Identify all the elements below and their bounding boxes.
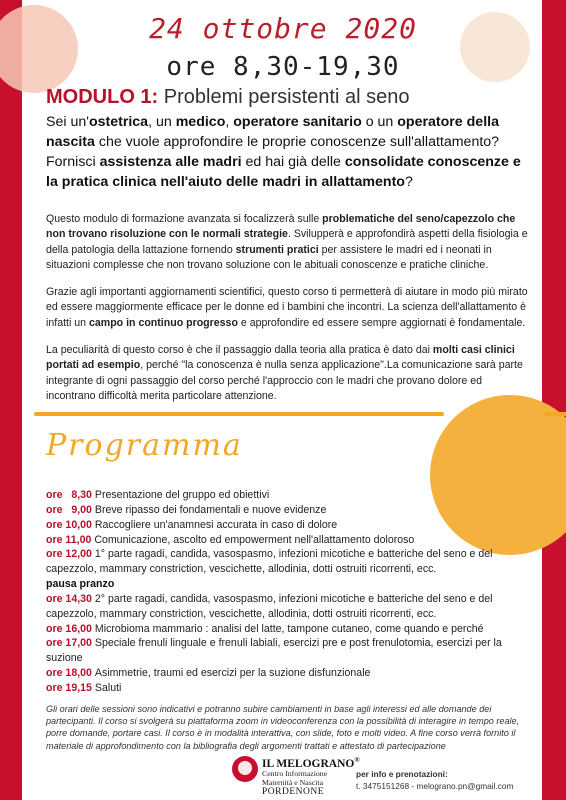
logo-city: PORDENONE [262, 787, 325, 797]
melograno-logo [232, 756, 360, 797]
module-title: Problemi persistenti al seno [163, 86, 410, 108]
schedule-item [46, 622, 526, 637]
schedule-text: Presentazione del gruppo ed obiettivi [94, 489, 270, 501]
paragraph-run: , perché "la conoscenza è nulla senza applicazione".La comunicazione sarà parte integrante di ogni passaggio del corso perché l'approccio con le madri che provano dolore ed incontrano difficoltà merita particolare attenzione. [46, 359, 523, 402]
paragraph-run: La peculiarità di questo corso è che il passaggio dalla teoria alla pratica è dato dai [46, 344, 433, 357]
schedule-time: ore 9,00 [46, 503, 95, 516]
paragraph-run: molti casi clinici portati ad esempio [46, 344, 515, 372]
schedule-text: Comunicazione, ascolto ed empowerment nell'allattamento doloroso [94, 533, 415, 546]
intro-text [46, 112, 532, 192]
schedule-time: ore 8,30 [46, 489, 95, 501]
schedule-time: ore 16,00 [46, 622, 95, 635]
schedule-text: Breve ripasso dei fondamentali e nuove evidenze [94, 503, 327, 516]
logo-name: IL MELOGRANO® [262, 756, 360, 770]
description-paragraphs [46, 212, 532, 416]
pomegranate-icon [232, 756, 258, 782]
intro-run: ? [404, 174, 413, 190]
paragraph-run: e approfondire ed essere sempre aggiornati è fondamentale. [237, 316, 526, 329]
schedule-item [46, 533, 526, 548]
event-date: 24 ottobre 2020 [149, 12, 417, 45]
schedule-list [46, 488, 526, 696]
intro-run: operatore della nascita [46, 114, 499, 150]
paragraph-run: Grazie agli importanti aggiornamenti scientifici, questo corso ti permetterà di aiutare in modo più mirato ed essere maggiormente efficace per le donne ed i bambini che incontri. La scienza dell'allattamento è infatti un [46, 286, 528, 329]
contact-info [356, 768, 513, 792]
intro-run: , [225, 114, 234, 130]
description-paragraph [46, 212, 532, 273]
schedule-time: ore 19,15 [46, 681, 95, 694]
schedule-item [46, 681, 526, 696]
schedule-text: Saluti [94, 681, 122, 694]
paragraph-run: strumenti pratici [235, 243, 319, 256]
event-time: ore 8,30-19,30 [166, 52, 400, 82]
intro-run: assistenza alle madri [99, 154, 242, 170]
schedule-time: ore 10,00 [46, 518, 95, 531]
intro-run: ed hai già delle [241, 154, 345, 170]
schedule-item [46, 592, 526, 622]
schedule-text: Speciale frenuli linguale e frenuli labiali, esercizi pre e post frenulotomia, esercizi per la suzione [46, 637, 502, 665]
schedule-item [46, 488, 526, 503]
schedule-text: Microbioma mammario : analisi del latte, tampone cutaneo, come quando e perché [94, 622, 484, 635]
section-divider-right [545, 412, 566, 416]
break-label: pausa pranzo [46, 578, 115, 591]
schedule-text: 1° parte ragadi, candida, vasospasmo, infezioni micotiche e batteriche del seno e del capezzolo, mammary constriction, vescichette, allodinia, dotti ostruiti ricorrenti, ecc. [46, 548, 493, 576]
intro-run: ostetrica [88, 114, 149, 130]
schedule-text: 2° parte ragadi, candida, vasospasmo, infezioni micotiche e batteriche del seno e del capezzolo, mammary constriction, vescichette, allodinia, dotti ostruiti ricorrenti, ecc. [46, 592, 493, 620]
contact-details[interactable]: t. 3475151268 - melograno.pn@gmail.com [356, 781, 514, 791]
schedule-time: ore 12,00 [46, 548, 95, 561]
paragraph-run: per assistere le madri ed i neonati in situazioni complesse che non trovano soluzione con le abituali conoscenze e pratiche cliniche. [46, 243, 492, 271]
intro-run: operatore sanitario [233, 114, 362, 130]
schedule-item [46, 503, 526, 518]
intro-run: , un [148, 114, 176, 130]
schedule-time: ore 11,00 [46, 533, 95, 546]
schedule-time: ore 18,00 [46, 667, 95, 680]
intro-run: o un [361, 114, 398, 130]
contact-heading: per info e prenotazioni: [356, 769, 448, 779]
logo-line-1: Centro Informazione [262, 769, 328, 778]
schedule-text: Raccogliere un'anamnesi accurata in caso di dolore [94, 518, 338, 531]
paragraph-run: campo in continuo progresso [89, 316, 238, 329]
intro-run: che vuole approfondire le proprie conoscenze sull'allattamento? Fornisci [46, 134, 500, 170]
schedule-item [46, 666, 526, 681]
logo-line-2: Maternità e Nascita [262, 778, 324, 787]
schedule-text: Asimmetrie, traumi ed esercizi per la suzione disfunzionale [94, 667, 371, 680]
paragraph-run: problematiche del seno/capezzolo che non trovano risoluzione con le normali strategie [46, 213, 516, 241]
footnote: Gli orari delle sessioni sono indicativi e potranno subire cambiamenti in base agli interessi ed alle domande dei partecipanti. Il corso si svolgerà su piattaforma zoom in videoconferenza con la possibilità di interagire in tempo reale, porre domande, portare casi. Il corso è in modalità interattiva, con slide, foto e molti video. A fine corso verrà fornito il materiale di approfondimento con la bibliografia degli argomenti trattati e attestato di partecipazione [46, 704, 520, 751]
module-heading [46, 86, 409, 109]
schedule-item [46, 547, 526, 577]
right-red-border [542, 0, 566, 800]
intro-run: Sei un' [46, 114, 89, 130]
intro-run: consolidate conoscenze e la pratica clinica nell'aiuto delle madri in allattamento [46, 154, 521, 190]
schedule-break [46, 577, 526, 592]
schedule-item [46, 636, 526, 666]
schedule-time: ore 17,00 [46, 637, 95, 650]
paragraph-run: . Svilupperà e approfondirà aspetti della fisiologia e della patologia della lattazione fornendo [46, 228, 528, 256]
description-paragraph [46, 285, 532, 331]
schedule-item [46, 518, 526, 533]
schedule-time: ore 14,30 [46, 592, 95, 605]
left-red-border [0, 0, 22, 800]
intro-run: medico [175, 114, 226, 130]
paragraph-run: Questo modulo di formazione avanzata si focalizzerà sulle [46, 213, 323, 225]
module-label: MODULO 1: [46, 86, 159, 108]
programma-heading: Programma [46, 428, 243, 463]
description-paragraph [46, 343, 532, 404]
